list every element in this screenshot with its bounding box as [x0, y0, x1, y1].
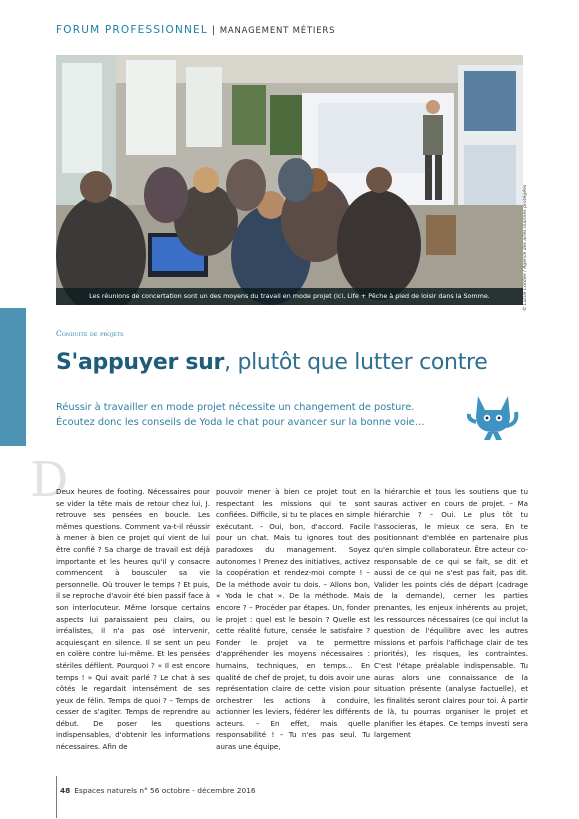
publication-info: Espaces naturels n° 56 octobre - décembre 2016	[74, 786, 256, 795]
article-title	[56, 350, 488, 375]
column-1-text: Deux heures de footing. Nécessaires pour se vider la tête mais de retour chez lui, J. retrouve ses pensées en boucle. Les mêmes questions. Comment va-t-il réussir à mener à bien ce projet qui vient de lui être confié ? Sa charge de travail est déjà importante et les heures qu'il y consacre commencent à bousculer sa vie personnelle. Où trouver le temps ? Et puis, il se reproche d'avoir été bien passif face à son interlocuteur. Même lorsque certains aspects lui paraissaient peu clairs, ou irréalistes, il n'a pas osé intervenir, acquiesçant en silence. Il se sent un peu en colère contre lui-même. Et les pensées stériles défilent. Pourquoi ? « Il est encore temps ! » Qui avait parlé ? Le chat à ses côtés le regardait intensément de ses yeux de félin. Temps de quoi ? – Temps de cesser de s'agiter. Temps de reprendre au début. De poser les questions indispensables, d'obtenir les informations nécessaires. Afin de	[56, 487, 210, 752]
footer-rule	[56, 776, 57, 818]
side-color-band	[0, 308, 26, 446]
text-column-3	[374, 486, 528, 741]
column-2-text: pouvoir mener à bien ce projet tout en respectant les missions qui te sont confiées. Difficile, si tu te places en simple exécutant. – Oui, bon, d'accord. Facile pour un chat. Mais tu ignores tout des paradoxes du management. Soyez autonomes ! Prenez des initiatives, activez la coopération et rendez-moi compte ! – De la méthode avoir tu dois. – Allons bon, « Yoda le chat ». De la méthode. Mais encore ? – Procéder par étapes. Un, fonder le projet : quel est le besoin ? Quelle est cette réalité future, censée le satisfaire ? Fonder le projet va te permettre d'appréhender les moyens nécessaires : humains, techniques, en temps… En qualité de chef de projet, tu dois avoir une représentation claire de cette vision pour orchestrer les actions à conduire, actionner les leviers, fédérer les différents acteurs. – En effet, mais quelle responsabilité ! – Tu n'es pas seul. Tu auras une équipe,	[216, 487, 370, 752]
meeting-photo	[56, 55, 523, 305]
section-label: FORUM PROFESSIONNEL	[56, 24, 208, 36]
article-title-bold: S'appuyer sur	[56, 350, 225, 375]
article-lead-line-1: Réussir à travailler en mode projet nécessite un changement de posture.	[56, 402, 415, 413]
column-3-text: la hiérarchie et tous les soutiens que tu sauras activer en cours de projet. – Ma hiérarchie ? – Oui. Le plus tôt tu l'associeras, le mieux ce sera. En te positionnant d'emblée en partenaire plus qu'en simple collaborateur. Être acteur co-responsable de ce qui se fait, se dit et aussi de ce qui ne s'est pas fait, pas dit. Valider les points clés de départ (cadrage de la demande), cerner les parties prenantes, les enjeux inhérents au projet, les ressources nécessaires (ce qui inclut la question de l'équilibre avec les autres missions et parfois l'affichage clair de tes priorités), les risques, les contraintes. C'est l'étape préalable indispensable. Tu auras alors une connaissance de la situation présente (analyse factuelle), et les finalités seront claires pour toi. À partir de là, tu pourras organiser le projet et planifier les étapes. Ce temps investi sera largement	[374, 487, 528, 740]
text-column-2	[216, 486, 370, 753]
page-footer	[60, 786, 256, 795]
article-lead	[56, 401, 456, 430]
photo-caption: Les réunions de concertation sont un des moyens du travail en mode projet (ici, Life + Pêche à pied de loisir dans la Somme.	[56, 288, 523, 305]
yoda-cat-icon	[466, 388, 520, 442]
page-number: 48	[60, 786, 71, 795]
running-header	[56, 24, 335, 36]
photo-credit	[519, 184, 531, 315]
photo-credit-text: © Lucile Cordier / Agence des aires marines protégées	[523, 184, 528, 311]
header-separator: |	[211, 25, 216, 36]
text-column-1	[56, 486, 210, 753]
subsection-label: MANAGEMENT MÉTIERS	[219, 26, 336, 36]
article-lead-line-2: Écoutez donc les conseils de Yoda le chat pour avancer sur la bonne voie…	[56, 416, 425, 428]
drop-cap: D	[30, 452, 69, 508]
article-title-rest: , plutôt que lutter contre	[224, 350, 488, 375]
meeting-photo-illustration	[56, 55, 523, 305]
article-kicker: Conduite de projets	[56, 329, 124, 338]
